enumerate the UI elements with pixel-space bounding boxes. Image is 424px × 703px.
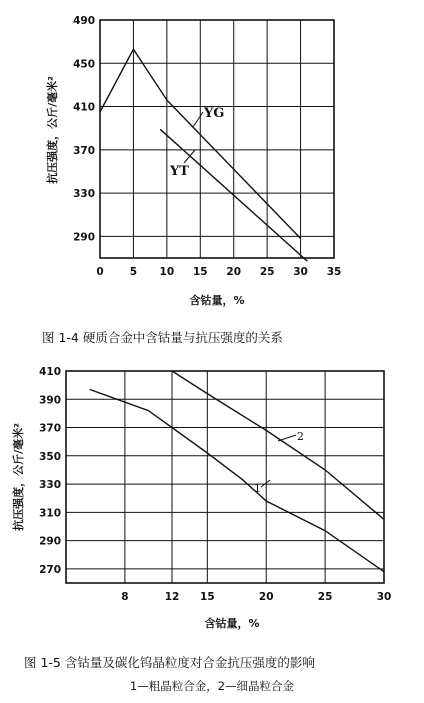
chart-1 <box>42 15 341 345</box>
chart-1-y-axis-title: 抗压强度，公斤/毫米² <box>46 76 59 184</box>
chart-1-grid <box>100 20 334 258</box>
chart-2-label-1-leader <box>261 480 270 487</box>
c2-x-tick-label: 20 <box>258 591 274 603</box>
chart-1-yg-leader <box>193 112 203 127</box>
chart-2-grid <box>66 371 384 583</box>
chart-1-series-label-yg: YG <box>204 106 225 121</box>
c1-x-tick-label: 35 <box>326 266 342 278</box>
c2-y-tick-label: 410 <box>39 366 61 378</box>
chart-2-series <box>90 371 384 572</box>
c2-x-tick-label: 30 <box>376 591 392 603</box>
c1-y-tick-label: 330 <box>73 188 95 201</box>
c2-y-tick-label: 310 <box>39 507 61 520</box>
c2-y-tick-label: 270 <box>39 563 61 576</box>
chart-2-y-axis-title: 抗压强度，公斤/毫米² <box>12 423 25 531</box>
c1-x-tick-label: 5 <box>129 266 138 278</box>
chart-2-x-axis-title: 含钴量，% <box>204 617 260 630</box>
chart-2-series-label-1: 1 <box>254 482 261 495</box>
c2-y-tick-label: 370 <box>39 422 61 435</box>
chart-1-series <box>100 49 307 261</box>
c1-y-tick-label: 450 <box>73 58 95 71</box>
chart-2-subcaption: 1—粗晶粒合金，2—细晶粒合金 <box>129 679 295 693</box>
chart-1-frame <box>100 20 334 258</box>
c2-x-tick-label: 8 <box>121 591 129 603</box>
c2-y-tick-label: 350 <box>39 450 61 463</box>
chart-2 <box>11 366 391 693</box>
chart-2-caption: 图 1-5 含钴量及碳化钨晶粒度对合金抗压强度的影响 <box>24 655 315 670</box>
chart-1-ticks <box>73 15 341 278</box>
c1-x-tick-label: 30 <box>293 266 308 278</box>
c1-y-tick-label: 370 <box>73 144 95 157</box>
c2-x-tick-label: 12 <box>164 591 180 603</box>
c1-x-tick-label: 15 <box>192 266 208 278</box>
c1-x-tick-label: 20 <box>226 266 242 278</box>
c1-y-tick-label: 410 <box>73 101 95 114</box>
chart-1-x-axis-title: 含钴量，% <box>189 294 245 307</box>
c1-x-tick-label: 0 <box>96 266 104 278</box>
c2-series-line-1 <box>90 389 384 571</box>
c2-x-tick-label: 15 <box>200 591 215 603</box>
c2-y-tick-label: 390 <box>39 394 61 407</box>
c1-x-tick-label: 10 <box>159 266 175 278</box>
c1-y-tick-label: 490 <box>73 15 95 27</box>
chart-1-caption: 图 1-4 硬质合金中含钴量与抗压强度的关系 <box>42 330 283 345</box>
c2-y-tick-label: 290 <box>39 535 61 548</box>
chart-2-label-2-leader <box>278 435 296 441</box>
c1-y-tick-label: 290 <box>73 231 95 244</box>
c2-y-tick-label: 330 <box>39 479 61 492</box>
c2-x-tick-label: 25 <box>317 591 333 603</box>
chart-2-series-label-2: 2 <box>297 430 304 443</box>
chart-1-series-label-yt: YT <box>170 164 189 179</box>
c2-series-line-2 <box>172 371 384 519</box>
c1-x-tick-label: 25 <box>259 266 275 278</box>
chart-2-frame <box>66 371 384 583</box>
